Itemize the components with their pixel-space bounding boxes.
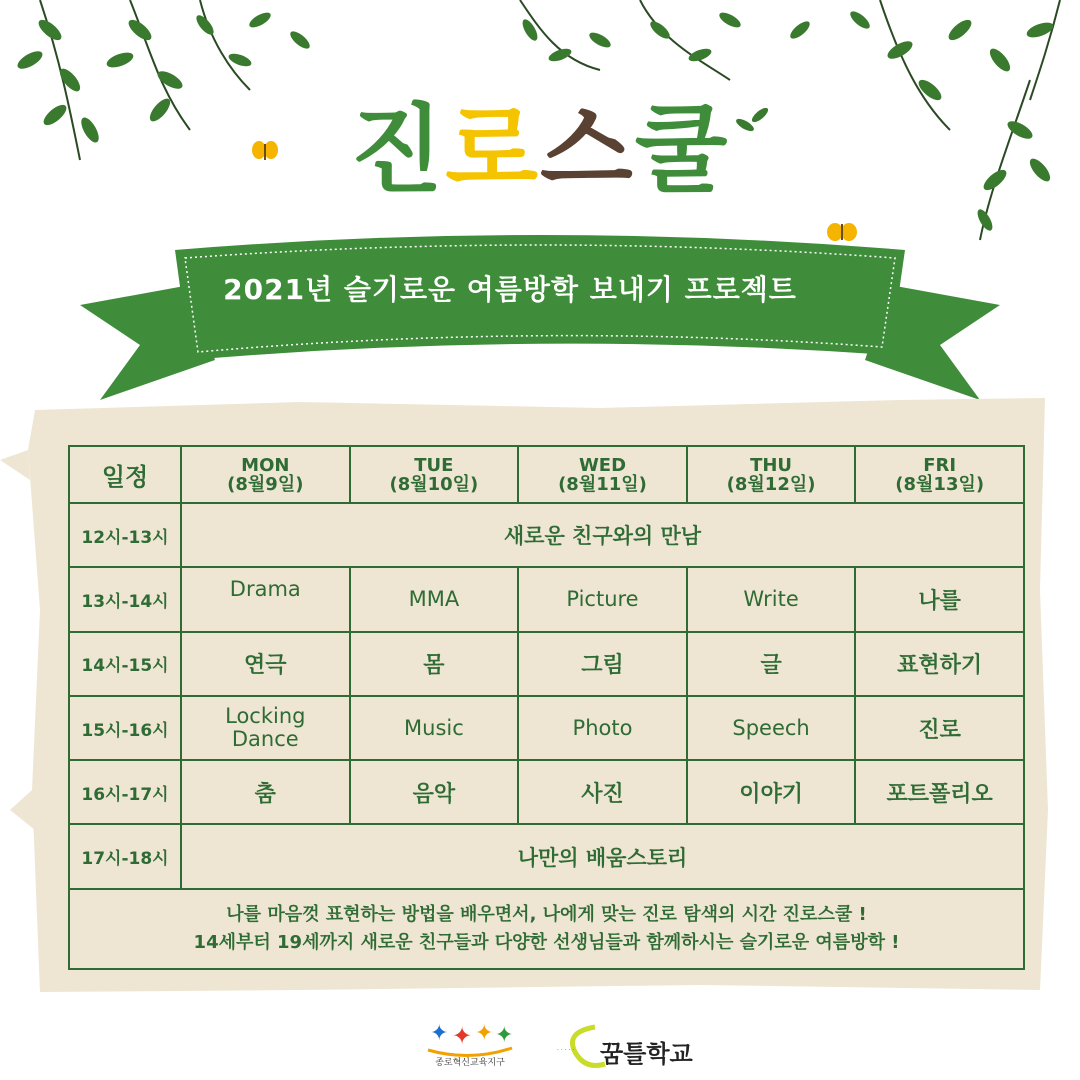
title-char: 진: [350, 94, 446, 206]
activity-ko-cell: 이야기: [687, 760, 856, 824]
day-en: TUE: [414, 454, 454, 476]
activity-ko-cell: 포트폴리오: [855, 760, 1024, 824]
activity-en-cell: Speech: [687, 696, 856, 760]
activity-ko-cell: 음악: [350, 760, 519, 824]
day-date: (8월13일): [895, 473, 985, 495]
day-en: FRI: [923, 454, 957, 476]
activity-ko-cell: 몸: [350, 632, 519, 696]
ribbon-banner: [0, 230, 1080, 400]
svg-text:✦: ✦: [430, 1021, 449, 1046]
day-date: (8월9일): [227, 473, 304, 495]
activity-en-cell: Music: [350, 696, 519, 760]
title-char: 로: [445, 94, 540, 206]
activity-cell: 나만의 배움스토리: [181, 824, 1024, 888]
table-row: [69, 567, 1024, 631]
schedule-table: [68, 445, 1025, 970]
jongno-logo-label: 종로혁신교육지구: [435, 1058, 505, 1068]
activity-ko-cell: 연극: [181, 632, 350, 696]
kkumteul-logo-label: 꿈틀학교: [600, 1040, 693, 1068]
banner-subtitle: 2021년 슬기로운 여름방학 보내기 프로젝트: [223, 273, 797, 306]
page-title: [0, 90, 1080, 210]
day-date: (8월11일): [558, 473, 647, 495]
table-row: [69, 696, 1024, 760]
activity-en-cell: 나를: [855, 567, 1024, 631]
table-header-row: [69, 446, 1024, 503]
footer-note: [69, 889, 1024, 969]
time-cell: 17시-18시: [69, 824, 181, 888]
activity-ko-cell: 그림: [518, 632, 687, 696]
footer-line: 14세부터 19세까지 새로운 친구들과 다양한 선생님들과 함께하시는 슬기로운 여름방학 !: [193, 931, 900, 953]
day-header-fri: [855, 446, 1024, 503]
activity-en-cell: Drama: [181, 567, 350, 631]
title-char: 스: [540, 94, 635, 206]
activity-en-cell: Write: [687, 567, 856, 631]
title-char: 쿨: [634, 94, 730, 206]
day-en: MON: [241, 454, 290, 476]
table-row: [69, 503, 1024, 567]
corner-header: 일정: [69, 446, 181, 503]
activity-ko-cell: 사진: [518, 760, 687, 824]
day-header-wed: [518, 446, 687, 503]
activity-ko-cell: 표현하기: [855, 632, 1024, 696]
table-footer-row: [69, 889, 1024, 969]
day-date: (8월10일): [389, 473, 479, 495]
activity-en-cell: 진로: [855, 696, 1024, 760]
table-row: [69, 824, 1024, 888]
activity-ko-cell: 글: [687, 632, 856, 696]
day-header-mon: [181, 446, 350, 503]
time-cell: 14시-15시: [69, 632, 181, 696]
svg-text:✦: ✦: [452, 1022, 473, 1050]
time-cell: 12시-13시: [69, 503, 181, 567]
day-header-tue: [350, 446, 519, 503]
day-date: (8월12일): [726, 473, 816, 495]
day-en: WED: [578, 454, 627, 476]
table-row: [69, 760, 1024, 824]
time-cell: 16시-17시: [69, 760, 181, 824]
activity-en-cell: Locking Dance: [181, 696, 350, 760]
day-en: THU: [750, 454, 793, 476]
svg-text:✦: ✦: [495, 1023, 514, 1048]
table-row: [69, 632, 1024, 696]
footer-line: 나를 마음껏 표현하는 방법을 배우면서, 나에게 맞는 진로 탐색의 시간 진로스쿨 !: [226, 903, 867, 925]
day-header-thu: [687, 446, 856, 503]
svg-text:✦: ✦: [475, 1021, 494, 1046]
activity-en-cell: Photo: [518, 696, 687, 760]
activity-ko-cell: 춤: [181, 760, 350, 824]
activity-en-cell: Picture: [518, 567, 687, 631]
time-cell: 13시-14시: [69, 567, 181, 631]
activity-en-cell: MMA: [350, 567, 519, 631]
svg-text:· · · · ·: · · · · ·: [557, 1047, 575, 1054]
time-cell: 15시-16시: [69, 696, 181, 760]
activity-cell: 새로운 친구와의 만남: [181, 503, 1024, 567]
